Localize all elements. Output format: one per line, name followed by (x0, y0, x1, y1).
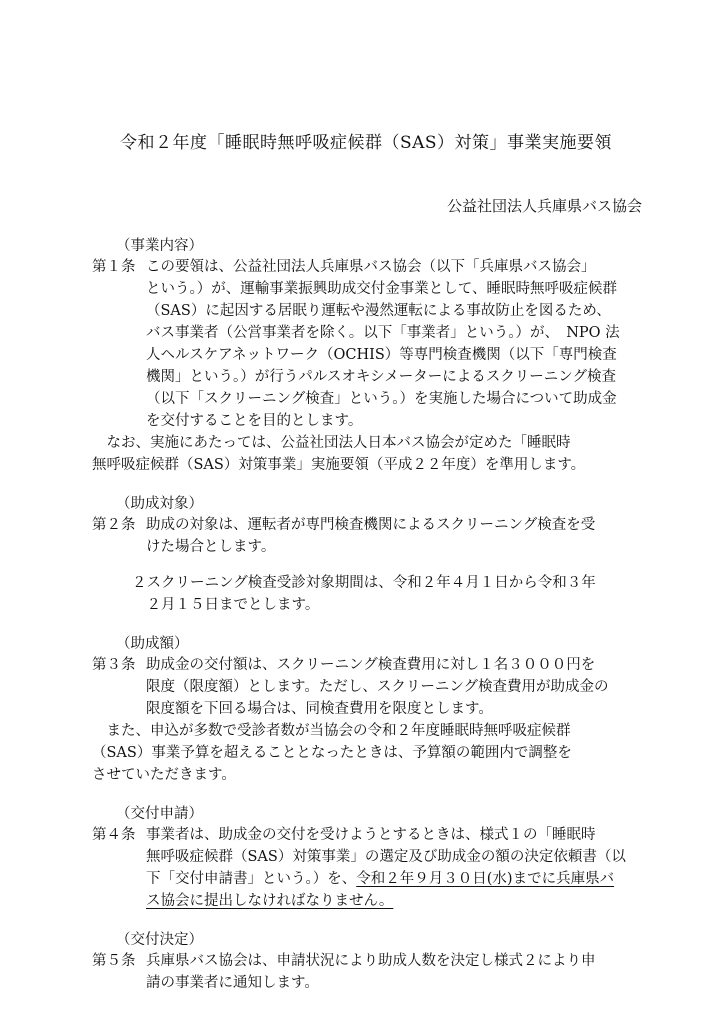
article-label: 第２条 (92, 517, 136, 533)
article-line (146, 846, 632, 868)
text-run: 機関」という。）が行うパルスオキシメーターによるスクリーニング検査 (146, 369, 616, 385)
section-heading: （助成額） (116, 636, 189, 652)
document-section (92, 804, 632, 912)
underlined-text: ス協会に提出しなければなりません。 (146, 893, 394, 909)
text-run: を交付することを目的とします。 (146, 413, 363, 429)
text-run: 事業者は、助成金の交付を受けようとするときは、様式１の「睡眠時 (146, 827, 596, 843)
text-run: この要領は、公益社団法人兵庫県バス協会（以下「兵庫県バス協会」 (146, 259, 596, 275)
article-line (146, 278, 632, 300)
article-line (146, 256, 632, 278)
section-heading: （交付決定） (116, 932, 203, 948)
article-line (92, 454, 632, 476)
article-body (146, 514, 632, 558)
text-run: 無呼吸症候群（SAS）対策事業」の選定及び助成金の額の決定依頼書（以 (146, 849, 626, 865)
article-label: 第３条 (92, 657, 136, 673)
article-line (147, 594, 633, 616)
text-run: バス事業者（公営事業者を除く。以下「事業者」という。）が、 NPO 法 (146, 325, 620, 341)
article-line (146, 676, 632, 698)
article-label: 第１条 (92, 259, 136, 275)
article-line (92, 720, 632, 742)
article (92, 514, 632, 558)
text-run: けた場合とします。 (146, 539, 276, 555)
article-line (146, 366, 632, 388)
text-run: 人ヘルスケアネットワーク（OCHIS）等専門検査機関（以下「専門検査 (146, 347, 617, 363)
text-run: （SAS）に起因する居眠り運転や漫然運転による事故防止を図るため、 (146, 303, 611, 319)
underlined-text: 令和２年９月３０日(水)までに兵庫県バ (356, 871, 615, 887)
document-section (92, 634, 632, 786)
article (92, 256, 632, 432)
section-heading: （助成対象） (116, 496, 203, 512)
article-body (147, 572, 633, 616)
article-line (146, 890, 632, 912)
clause-number: ２ (132, 575, 147, 591)
section-heading: （交付申請） (116, 806, 203, 822)
article-line (147, 572, 633, 594)
text-run: 限度額を下回る場合は、同検査費用を限度とします。 (146, 701, 493, 717)
article-line (92, 432, 632, 454)
article-body (146, 950, 632, 994)
article-line (146, 344, 632, 366)
article-line (146, 824, 632, 846)
article-line (146, 654, 632, 676)
article-line (146, 514, 632, 536)
article-line (146, 388, 632, 410)
article-line (146, 868, 632, 890)
text-run: なお、実施にあたっては、公益社団法人日本バス協会が定めた「睡眠時 (92, 435, 571, 451)
text-run: （以下「スクリーニング検査」という。）を実施した場合について助成金 (146, 391, 617, 407)
text-run: させていただきます。 (92, 767, 236, 783)
document-section (92, 236, 632, 476)
article-line (146, 972, 632, 994)
text-run: 請の事業者に通知します。 (146, 975, 319, 991)
issuer-name: 公益社団法人兵庫県バス協会 (446, 197, 642, 215)
article-line (146, 322, 632, 344)
article-label: 第５条 (92, 953, 136, 969)
article-body (92, 720, 632, 786)
text-run: また、申込が多数で受診者数が当協会の令和２年度睡眠時無呼吸症候群 (92, 723, 571, 739)
article (92, 432, 632, 476)
document-section (92, 494, 632, 616)
article-body (92, 432, 632, 476)
text-run: スクリーニング検査受診対象期間は、令和２年４月１日から令和３年 (146, 575, 596, 591)
article-line (146, 536, 632, 558)
article-line (92, 742, 632, 764)
article-label: 第４条 (92, 827, 136, 843)
article-body (146, 256, 632, 432)
article-body (146, 654, 632, 720)
article-line (92, 764, 632, 786)
text-run: 無呼吸症候群（SAS）対策事業」実施要領（平成２２年度）を準用します。 (92, 457, 586, 473)
article (92, 824, 632, 912)
article-line (146, 300, 632, 322)
article-line (146, 698, 632, 720)
page-title: 令和２年度「睡眠時無呼吸症候群（SAS）対策」事業実施要領 (119, 133, 613, 153)
document-section (92, 930, 632, 994)
text-run: ２月１５日までとします。 (146, 597, 320, 613)
text-run: という。）が、運輸事業振興助成交付金事業として、睡眠時無呼吸症候群 (146, 281, 617, 297)
article-body (146, 824, 632, 912)
text-run: 助成金の交付額は、スクリーニング検査費用に対し１名３０００円を (146, 657, 596, 673)
text-run: 兵庫県バス協会は、申請状況により助成人数を決定し様式２により申 (146, 953, 596, 969)
article-line (146, 950, 632, 972)
text-run: 限度（限度額）とします。ただし、スクリーニング検査費用が助成金の (146, 679, 609, 695)
section-heading: （事業内容） (116, 238, 203, 254)
document-body (92, 236, 632, 994)
article (92, 950, 632, 994)
text-run: 助成の対象は、運転者が専門検査機関によるスクリーニング検査を受 (146, 517, 596, 533)
text-run: 下「交付申請書」という。）を、 (146, 871, 357, 887)
article (92, 572, 632, 616)
article (92, 720, 632, 786)
article-line (146, 410, 632, 432)
text-run: （SAS）事業予算を超えることとなったときは、予算額の範囲内で調整を (92, 745, 572, 761)
article (92, 654, 632, 720)
